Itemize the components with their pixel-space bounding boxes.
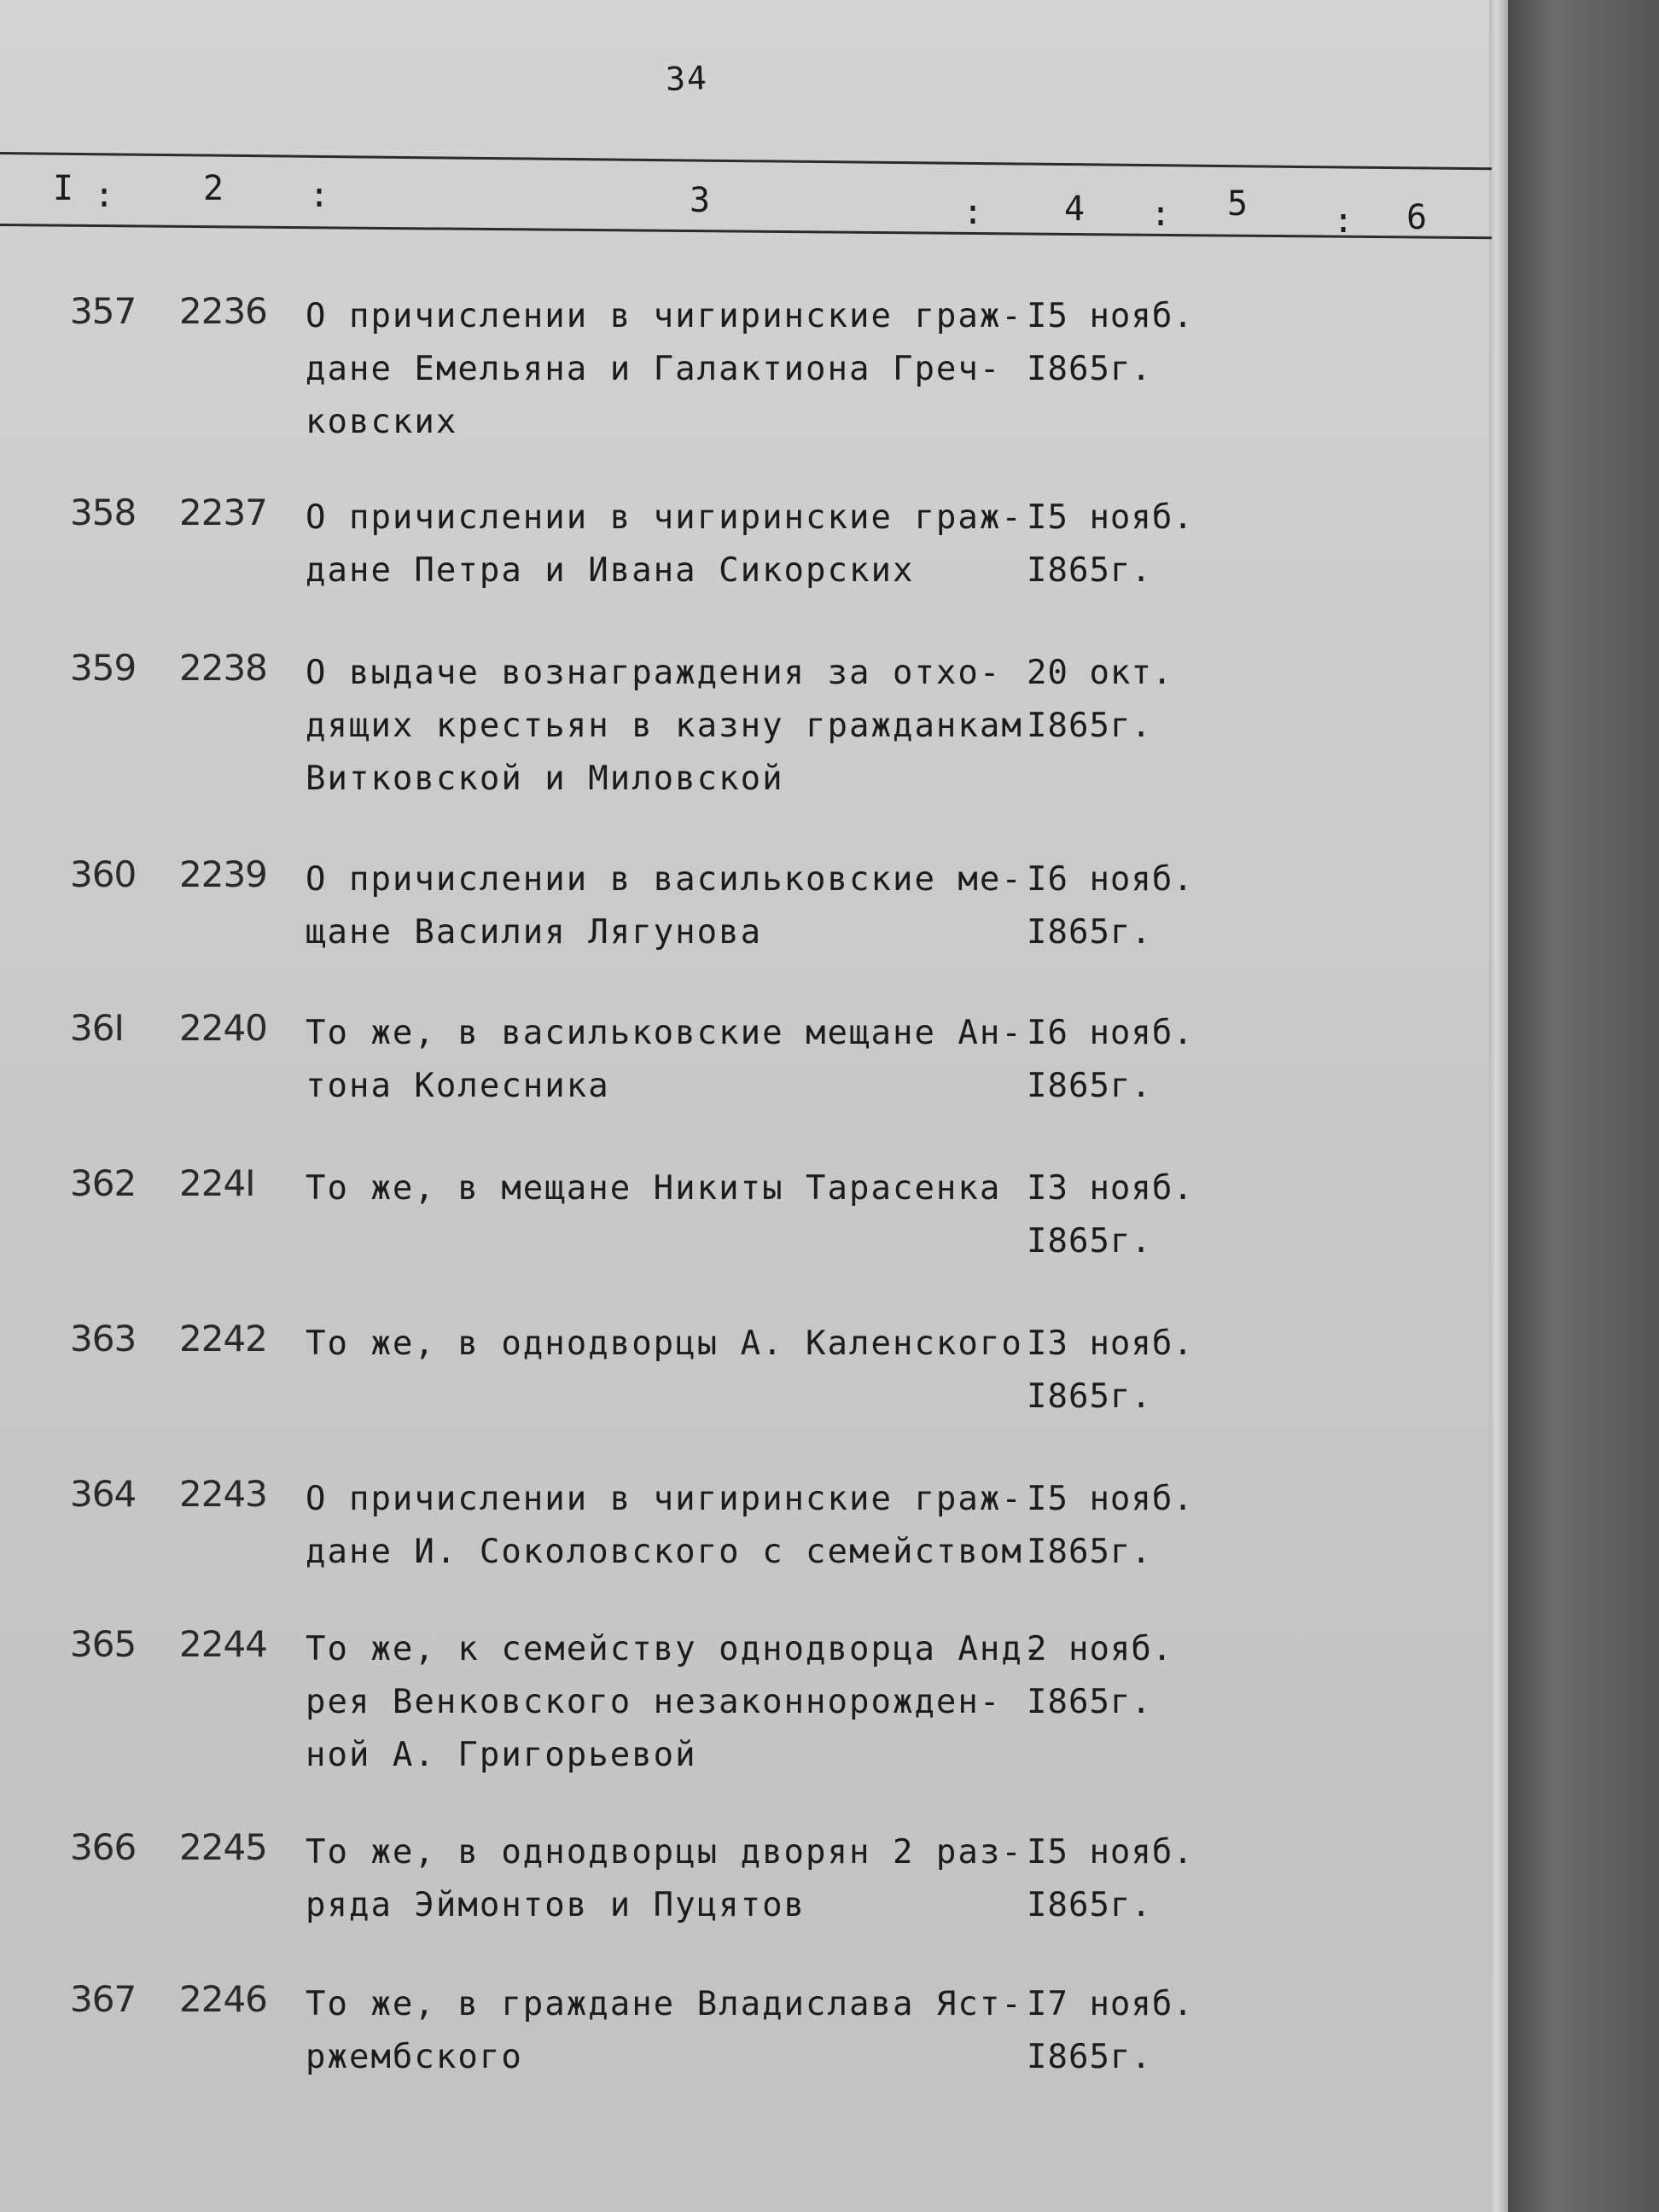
description-line: ковских (306, 403, 458, 441)
entry-code: 2237 (179, 492, 267, 533)
entry-date (1027, 492, 1197, 597)
description-line: О причислении в чигиринские граж- (306, 1480, 1023, 1518)
date-line: I865г. (1027, 1683, 1152, 1721)
entry-number: 363 (70, 1318, 137, 1359)
entry-number: 367 (70, 1978, 137, 2020)
entry-code: 2238 (179, 647, 267, 689)
entry-code: 2245 (179, 1826, 267, 1868)
date-line: I865г. (1027, 1067, 1152, 1105)
entry-description (306, 1162, 1022, 1215)
column-header-1: I (53, 169, 74, 208)
description-line: О причислении в васильковские ме- (306, 860, 1023, 899)
column-header-6: 6 (1406, 198, 1428, 237)
description-line: То же, в граждане Владислава Яст- (306, 1985, 1023, 2023)
page-number: 34 (665, 59, 709, 98)
date-line: I865г. (1027, 1886, 1152, 1924)
entry-description (306, 492, 1022, 597)
date-line: I865г. (1027, 1533, 1152, 1571)
entry-date (1027, 1978, 1197, 2084)
date-line: I865г. (1027, 913, 1152, 952)
description-line: То же, в мещане Никиты Тарасенка (306, 1169, 1002, 1208)
date-line: I865г. (1027, 1222, 1152, 1260)
entry-date (1027, 853, 1197, 959)
entry-code: 2242 (179, 1318, 267, 1359)
entry-code: 2243 (179, 1473, 267, 1515)
description-line: О причислении в чигиринские граж- (306, 297, 1023, 335)
entry-number: 36I (70, 1007, 124, 1049)
entry-description (306, 853, 1022, 959)
page-edge (1489, 0, 1508, 2212)
entry-number: 359 (70, 647, 137, 689)
column-separator: : (1150, 195, 1172, 234)
entry-date (1027, 647, 1197, 753)
entry-description (306, 1473, 1022, 1579)
description-line: тона Колесника (306, 1067, 610, 1105)
entry-number: 366 (70, 1826, 137, 1868)
entry-code: 2246 (179, 1978, 267, 2020)
column-separator: : (963, 193, 984, 232)
entry-number: 365 (70, 1623, 137, 1665)
entry-number: 360 (70, 853, 137, 895)
description-line: О причислении в чигиринские граж- (306, 498, 1023, 537)
entry-description (306, 1623, 1045, 1782)
date-line: I5 нояб. (1027, 1480, 1194, 1518)
description-line: рея Венковского незаконнорожден- (306, 1683, 1002, 1721)
entry-description (306, 1007, 1022, 1113)
date-line: I5 нояб. (1027, 1833, 1194, 1871)
description-line: ряда Эймонтов и Пуцятов (306, 1886, 806, 1924)
description-line: То же, в однодворцы дворян 2 раз- (306, 1833, 1023, 1871)
entry-code: 2239 (179, 853, 267, 895)
entry-date (1027, 1826, 1197, 1932)
date-line: I865г. (1027, 1377, 1152, 1416)
description-line: дане И. Соколовского с семейством (306, 1533, 1023, 1571)
description-line: Витковской и Миловской (306, 760, 784, 798)
date-line: I5 нояб. (1027, 498, 1194, 537)
description-line: То же, к семейству однодворца Анд- (306, 1630, 1045, 1668)
entry-number: 357 (70, 290, 137, 332)
entry-date (1027, 1007, 1197, 1113)
description-line: О выдаче вознаграждения за отхо- (306, 654, 1002, 692)
entry-description (306, 647, 1022, 806)
entry-number: 362 (70, 1162, 137, 1204)
entry-date (1027, 1318, 1197, 1423)
date-line: I6 нояб. (1027, 860, 1194, 899)
entry-description (306, 290, 1022, 449)
entry-description (306, 1318, 1022, 1371)
column-header-4: 4 (1064, 189, 1086, 229)
entry-date (1027, 290, 1197, 396)
description-line: щане Василия Лягунова (306, 913, 763, 952)
column-header-2: 2 (203, 169, 224, 208)
date-line: I3 нояб. (1027, 1169, 1194, 1208)
column-header-3: 3 (690, 181, 711, 220)
date-line: I6 нояб. (1027, 1014, 1194, 1052)
description-line: дане Емельяна и Галактиона Греч- (306, 350, 1002, 388)
description-line: дящих крестьян в казну гражданкам (306, 707, 1023, 745)
entry-code: 2236 (179, 290, 267, 332)
description-line: дане Петра и Ивана Сикорских (306, 551, 915, 590)
column-separator: : (1333, 201, 1354, 241)
binder-background (1508, 0, 1659, 2212)
entry-description (306, 1826, 1022, 1932)
date-line: I3 нояб. (1027, 1324, 1194, 1363)
date-line: I865г. (1027, 350, 1152, 388)
date-line: I865г. (1027, 2038, 1152, 2076)
column-separator: : (94, 176, 115, 215)
entry-date (1027, 1162, 1197, 1268)
entry-code: 2244 (179, 1623, 267, 1665)
entry-number: 358 (70, 492, 137, 533)
entry-code: 2240 (179, 1007, 267, 1049)
date-line: 2 нояб. (1027, 1630, 1173, 1668)
column-header-5: 5 (1227, 184, 1249, 224)
date-line: I5 нояб. (1027, 297, 1194, 335)
entry-code: 224I (179, 1162, 255, 1204)
date-line: I7 нояб. (1027, 1985, 1194, 2023)
date-line: I865г. (1027, 551, 1152, 590)
entry-number: 364 (70, 1473, 137, 1515)
column-separator: : (309, 176, 330, 215)
entry-date (1027, 1473, 1197, 1579)
description-line: То же, в васильковские мещане Ан- (306, 1014, 1023, 1052)
entry-description (306, 1978, 1022, 2084)
date-line: 20 окт. (1027, 654, 1173, 692)
description-line: ржембского (306, 2038, 523, 2076)
description-line: ной А. Григорьевой (306, 1736, 697, 1774)
date-line: I865г. (1027, 707, 1152, 745)
description-line: То же, в однодворцы А. Каленского (306, 1324, 1023, 1363)
entry-date (1027, 1623, 1197, 1729)
